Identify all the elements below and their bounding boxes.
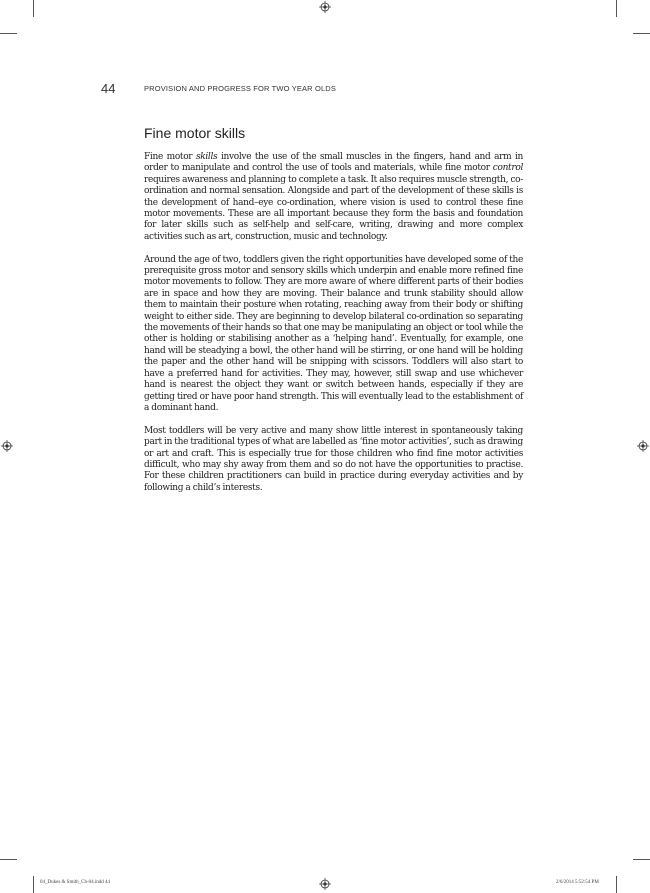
registration-mark-icon [319, 878, 331, 890]
running-head: PROVISION AND PROGRESS FOR TWO YEAR OLDS [144, 84, 337, 93]
paragraph [144, 152, 523, 243]
crop-mark-top-left-h [0, 33, 17, 34]
text-run: Fine motor [144, 152, 196, 162]
italic-term: control [492, 163, 523, 174]
slug-file-info: 04_Dukes & Smith_Ch-04.indd 44 [40, 880, 111, 885]
crop-mark-bottom-left-h [0, 859, 17, 860]
paragraph: Most toddlers will be very active and many show little interest in spontaneously taking part in the traditional types of what are labelled as ‘fine motor activities’, such as drawing or art and craft. This is especially true for those children who find fine motor activities difficult, who may shy away from them and so do not have the opportunities to practise. For these children practitioners can build in practice during everyday activities and by following a child’s interests. [144, 425, 523, 493]
crop-mark-bottom-left-v [33, 876, 34, 893]
crop-mark-top-left-v [33, 0, 34, 17]
section-heading: Fine motor skills [144, 125, 246, 141]
slug-timestamp: 2/6/2014 5:52:54 PM [556, 880, 599, 885]
crop-mark-top-right-h [633, 33, 650, 34]
registration-mark-icon [1, 440, 13, 452]
crop-mark-bottom-right-h [633, 859, 650, 860]
paragraph: Around the age of two, toddlers given the right opportunities have developed some of the prerequisite gross motor and sensory skills which underpin and enable more refined fine motor movements to follow. They are more aware of where different parts of their bodies are in space and how they are moving. Their balance and trunk stability should allow them to maintain their posture when rotating, reaching away from their body or shifting weight to either side. They are beginning to develop bilateral co-ordination so separating the movements of their hands so that one may be manipulating an object or tool while the other is holding or stabilising another as a ‘helping hand’. Eventually, for example, one hand will be steadying a bowl, the other hand will be stirring, or one hand will be holding the paper and the other hand will be snipping with scissors. Toddlers will also start to have a preferred hand for activities. They may, however, still swap and use whichever hand is nearest the object they want or switch between hands, especially if they are getting tired or have poor hand strength. This will eventually lead to the establishment of a dominant hand. [144, 254, 523, 413]
body-text [144, 152, 523, 506]
registration-mark-icon [637, 440, 649, 452]
page-number: 44 [101, 81, 116, 96]
italic-term: skills [195, 152, 218, 162]
crop-mark-bottom-right-v [616, 876, 617, 893]
registration-mark-icon [319, 1, 331, 13]
text-run: requires awareness and planning to complete a task. It also requires muscle strength, co-ordination and normal sensation. Alongside and part of the development of these skills is the development of hand–eye co-ordination, where vision is used to control these fine motor movements. These are all important because they form the basis and foundation for later skills such as self-help and self-care, writing, drawing and more complex activities such as art, construction, music and technology. [144, 174, 523, 242]
text-run: involve the use of the small muscles in the fingers, hand and arm in order to manipulate and control the use of tools and materials, while fine motor [144, 152, 524, 174]
crop-mark-top-right-v [616, 0, 617, 17]
